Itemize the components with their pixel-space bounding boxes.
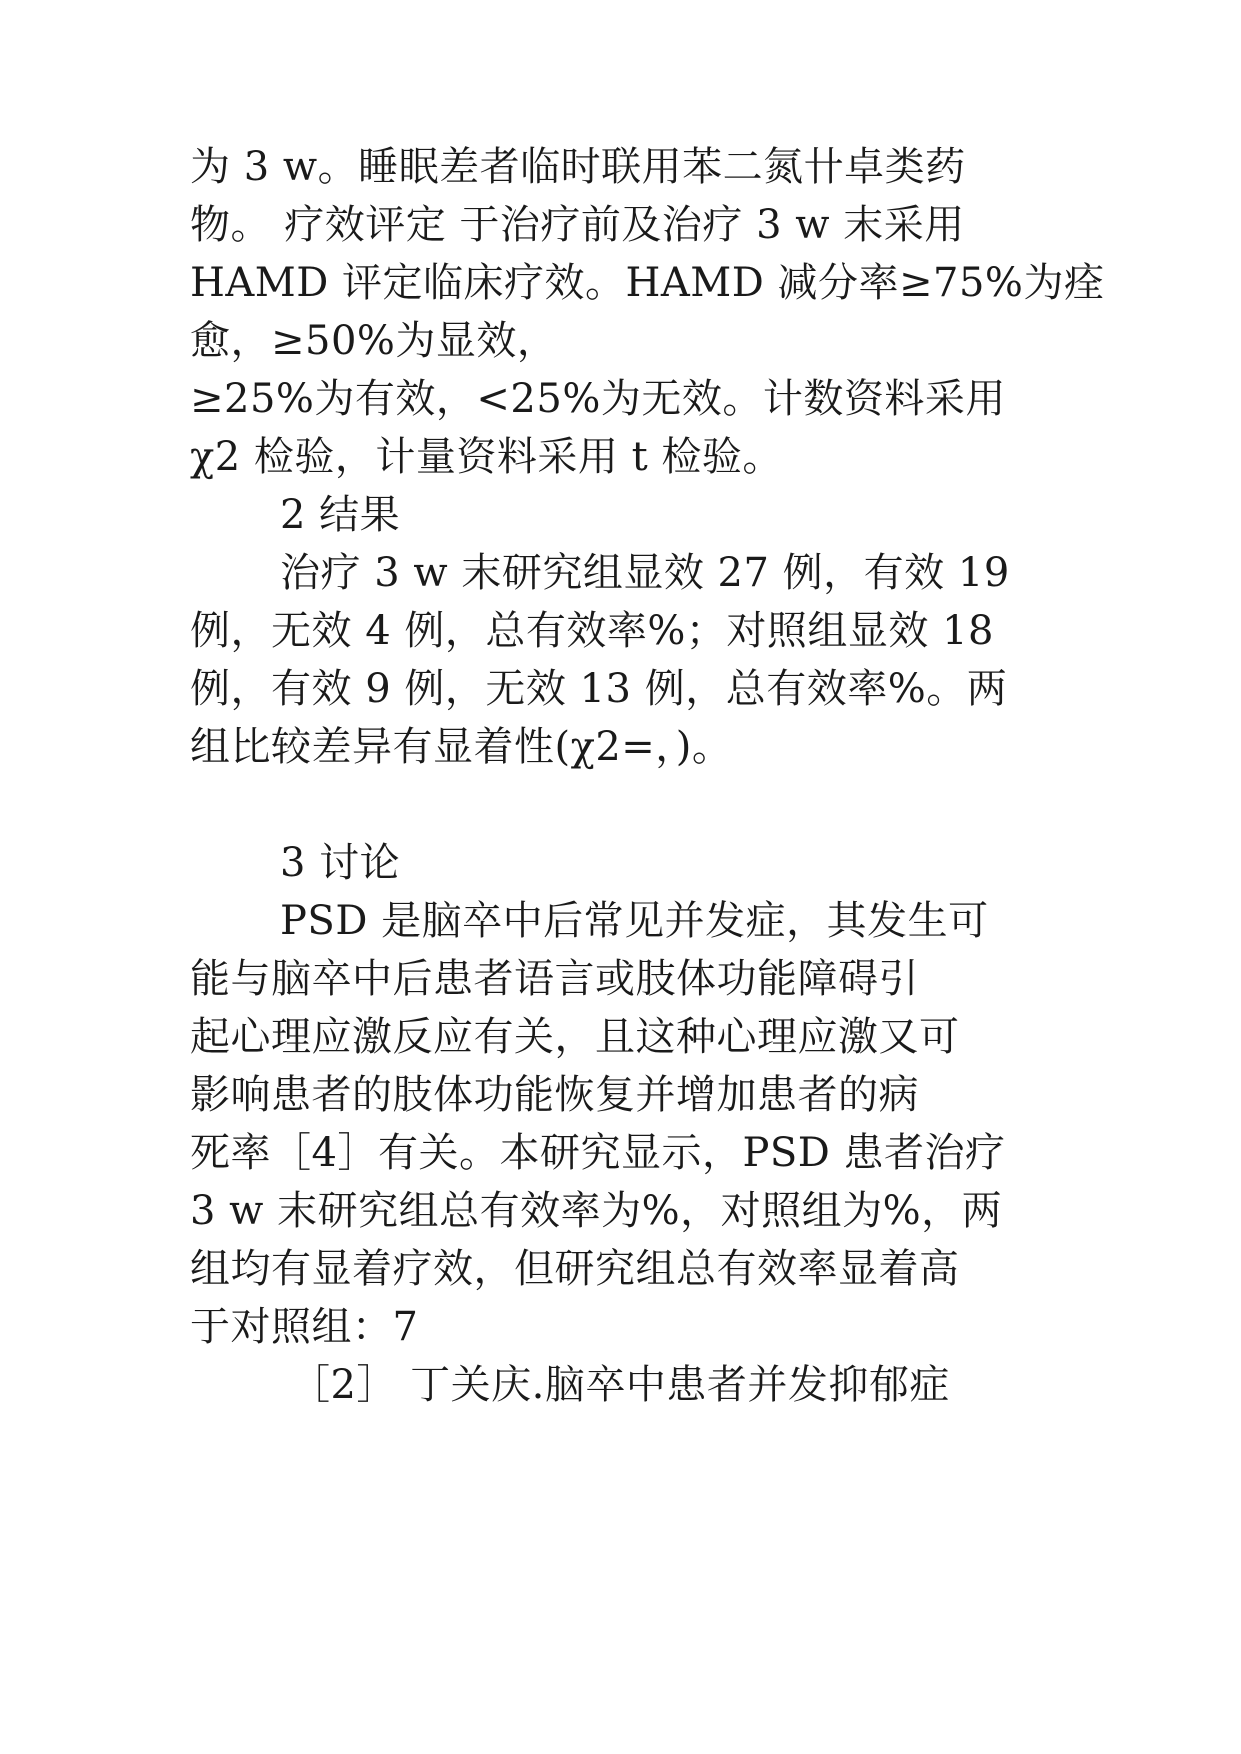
text-line: 3 w 末研究组总有效率为%，对照组为%，两 bbox=[190, 1188, 1003, 1234]
text-line: 死率［4］有关。本研究显示，PSD 患者治疗 bbox=[190, 1130, 1006, 1176]
text-line: 组比较差异有显着性(χ2=，)。 bbox=[190, 724, 733, 770]
reference-entry: ［2］ 丁关庆.脑卒中患者并发抑郁症 bbox=[290, 1362, 950, 1408]
text-line: 影响患者的肢体功能恢复并增加患者的病 bbox=[190, 1072, 919, 1118]
text-line: 例，无效 4 例，总有效率%；对照组显效 18 bbox=[190, 608, 994, 654]
text-line: 起心理应激反应有关，且这种心理应激又可 bbox=[190, 1014, 960, 1060]
text-line: 为 3 w。睡眠差者临时联用苯二氮卄卓类药 bbox=[190, 144, 966, 190]
text-line: 例，有效 9 例，无效 13 例，总有效率%。两 bbox=[190, 666, 1008, 712]
text-line: 于对照组：7 bbox=[190, 1304, 419, 1350]
text-line: ≥25%为有效，<25%为无效。计数资料采用 bbox=[190, 376, 1006, 422]
text-line: χ2 检验，计量资料采用 t 检验。 bbox=[190, 434, 783, 480]
text-line: HAMD 评定临床疗效。HAMD 减分率≥75%为痊 bbox=[190, 260, 1105, 306]
section-heading-discussion: 3 讨论 bbox=[280, 840, 401, 886]
text-line: 愈，≥50%为显效， bbox=[190, 318, 558, 364]
text-line: 能与脑卒中后患者语言或肢体功能障碍引 bbox=[190, 956, 919, 1002]
text-line: 组均有显着疗效，但研究组总有效率显着高 bbox=[190, 1246, 960, 1292]
section-heading-results: 2 结果 bbox=[280, 492, 401, 538]
text-line: 物。 疗效评定 于治疗前及治疗 3 w 末采用 bbox=[190, 202, 965, 248]
text-line: PSD 是脑卒中后常见并发症，其发生可 bbox=[280, 898, 989, 944]
text-line: 治疗 3 w 末研究组显效 27 例，有效 19 bbox=[280, 550, 1010, 596]
